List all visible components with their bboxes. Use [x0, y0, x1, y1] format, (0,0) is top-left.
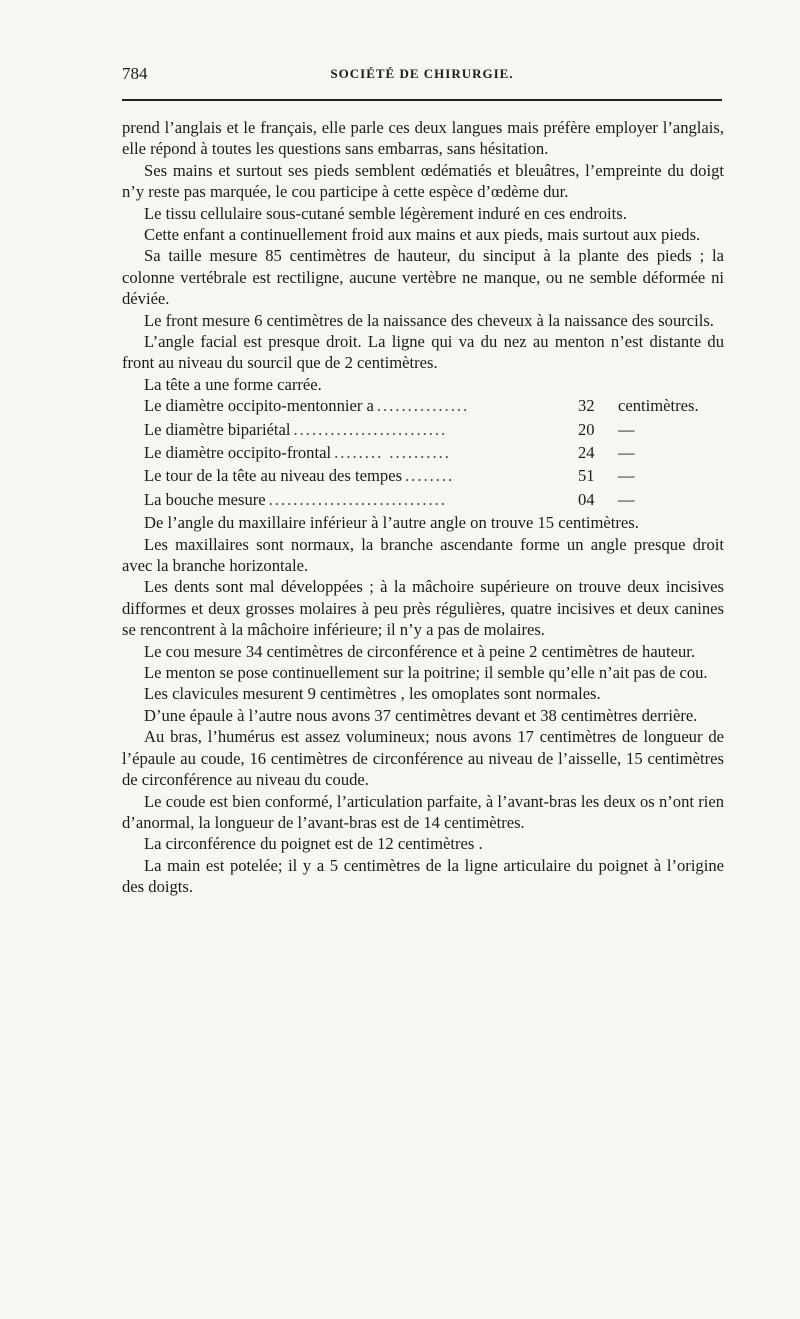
measurement-value: 20: [578, 419, 595, 439]
paragraph: Le coude est bien conformé, l’articulation parfaite, à l’avant-bras les deux os n’ont rien d’anormal, la longueur de l’avant-bras est de 14 centimètres.: [122, 791, 724, 832]
header-rule: [122, 99, 722, 101]
measurement-row: [122, 395, 724, 418]
measurement-value: 51: [578, 466, 595, 486]
paragraph: Les clavicules mesurent 9 centimètres , les omoplates sont normales.: [144, 684, 601, 704]
dot-leader: .........................: [293, 419, 448, 439]
paragraph: La circonférence du poignet est de 12 centimètres .: [144, 834, 483, 854]
paragraph: De l’angle du maxillaire inférieur à l’autre angle on trouve 15 centimètres.: [144, 513, 639, 533]
measurement-label: La bouche mesure: [144, 489, 266, 509]
paragraph: Au bras, l’humérus est assez volumineux; nous avons 17 centimètres de longueur de l’épaule au coude, 16 centimètres de circonférence au niveau de l’aisselle, 15 centimètres de circonférence au niveau du coude.: [122, 727, 724, 790]
measurement-label: Le diamètre bipariétal: [144, 419, 291, 439]
paragraph: Cette enfant a continuellement froid aux mains et aux pieds, mais surtout aux pieds.: [144, 225, 701, 245]
measurement-value: 24: [578, 443, 595, 463]
measurement-label: Le diamètre occipito-mentonnier a: [144, 396, 374, 416]
measurement-table: [122, 395, 724, 512]
measurement-unit: centimètres.: [618, 396, 699, 416]
paragraph: L’angle facial est presque droit. La ligne qui va du nez au menton n’est distante du front au niveau du sourcil que de 2 centimètres.: [122, 332, 724, 373]
page-number: 784: [122, 64, 148, 83]
body-text: [122, 117, 724, 898]
paragraph: Le front mesure 6 centimètres de la naissance des cheveux à la naissance des sourcils.: [144, 310, 714, 330]
measurement-unit: —: [618, 443, 635, 463]
measurement-row: [122, 419, 724, 442]
paragraph: Le tissu cellulaire sous-cutané semble légèrement induré en ces endroits.: [144, 203, 627, 223]
dot-leader: ........: [405, 466, 455, 486]
measurement-label: Le diamètre occipito-frontal: [144, 443, 332, 463]
paragraphs-before: [122, 117, 724, 395]
measurement-unit: —: [618, 489, 635, 509]
measurement-row: [122, 442, 724, 465]
dot-leader: ........ ..........: [334, 443, 451, 463]
measurement-row: [122, 489, 724, 512]
dot-leader: ...............: [376, 396, 470, 416]
measurement-unit: —: [618, 466, 635, 486]
paragraph: Le cou mesure 34 centimètres de circonférence et à peine 2 centimètres de hauteur.: [144, 641, 696, 661]
paragraph: Le menton se pose continuellement sur la poitrine; il semble qu’elle n’ait pas de cou.: [144, 663, 708, 683]
paragraphs-after: [122, 512, 724, 897]
paragraph: Les dents sont mal développées ; à la mâchoire supérieure on trouve deux incisives difformes et deux grosses molaires à peu près régulières, quatre incisives et deux canines se rencontrent à la mâchoire inférieure; il n’y a pas de molaires.: [122, 577, 724, 640]
dot-leader: .............................: [268, 489, 447, 509]
running-title: SOCIÉTÉ DE CHIRURGIE.: [330, 66, 514, 81]
measurement-value: 32: [578, 396, 595, 416]
paragraph: Sa taille mesure 85 centimètres de hauteur, du sinciput à la plante des pieds ; la colonne vertébrale est rectiligne, aucune vertèbre ne manque, ou ne semble déformée ni déviée.: [122, 246, 724, 309]
paragraph: La main est potelée; il y a 5 centimètres de la ligne articulaire du poignet à l’origine des doigts.: [122, 855, 724, 897]
paragraph: La tête a une forme carrée.: [144, 374, 322, 394]
measurement-label: Le tour de la tête au niveau des tempes: [144, 466, 403, 486]
measurement-row: [122, 465, 724, 488]
measurement-unit: —: [618, 419, 635, 439]
paragraph: Les maxillaires sont normaux, la branche ascendante forme un angle presque droit avec la branche horizontale.: [122, 534, 724, 576]
page-header: [122, 64, 722, 88]
paragraph: D’une épaule à l’autre nous avons 37 centimètres devant et 38 centimètres derrière.: [144, 705, 698, 725]
paragraph: Ses mains et surtout ses pieds semblent œdématiés et bleuâtres, l’empreinte du doigt n’y reste pas marquée, le cou participe à cette espèce d’œdème dur.: [122, 160, 724, 202]
paragraph: prend l’anglais et le français, elle parle ces deux langues mais préfère employer l’anglais, elle répond à toutes les questions sans embarras, sans hésitation.: [122, 118, 724, 159]
measurement-value: 04: [578, 489, 595, 509]
